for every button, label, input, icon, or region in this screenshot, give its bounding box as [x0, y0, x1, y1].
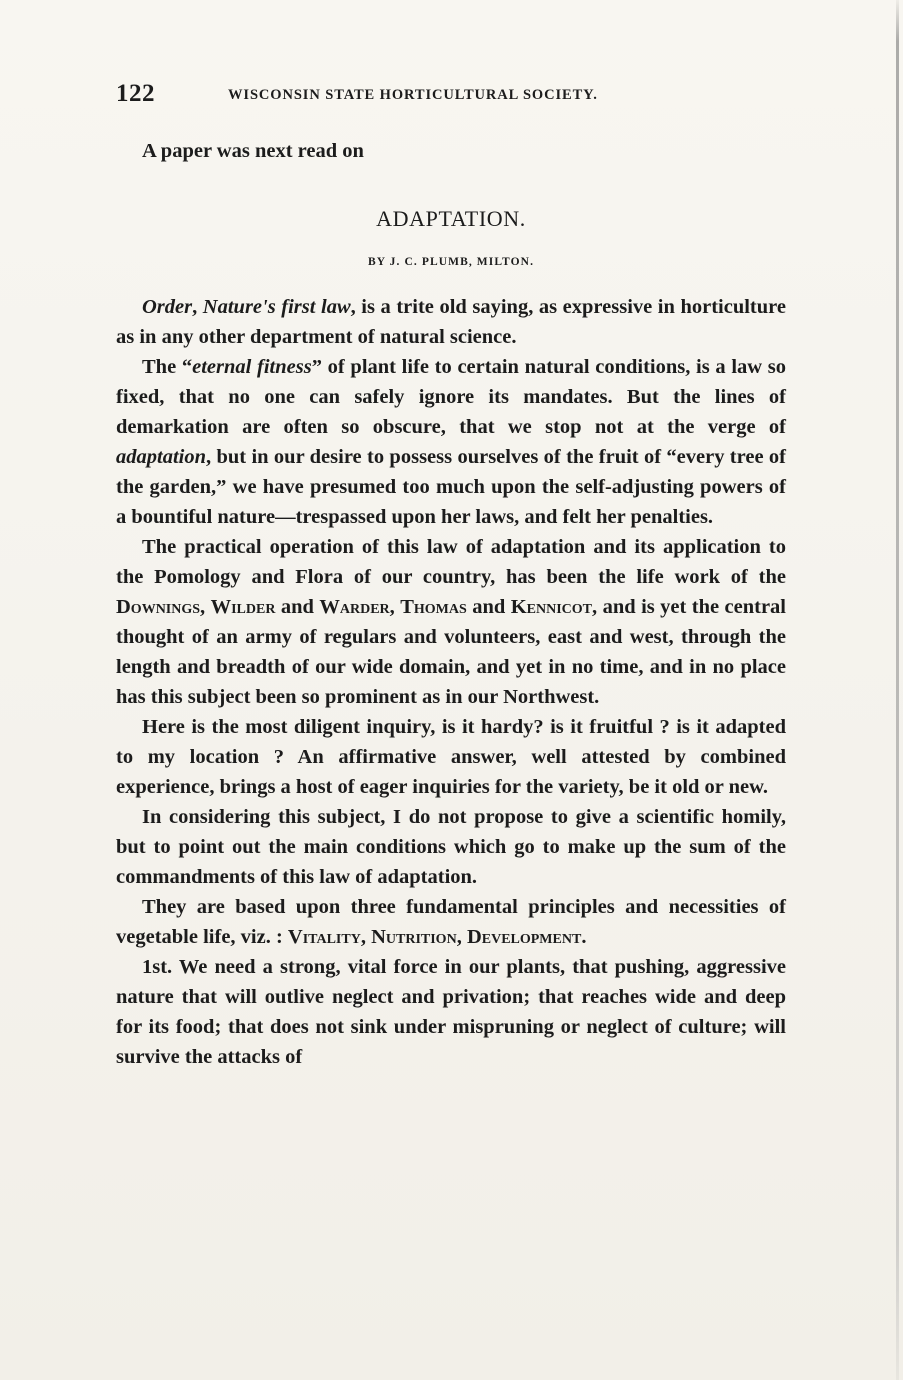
- term-nutrition: Nutrition: [371, 926, 457, 948]
- p1-text: , is a trite old saying, as expressive in horticulture as in any other department of natural science.: [116, 296, 786, 348]
- p2-italic-eternal-fitness: eternal fitness: [192, 356, 312, 378]
- p3-text-a: The practical operation of this law of adaptation and its application to the Pomology and Flora of our country, has been the life work of the: [116, 536, 786, 588]
- p2-italic-adaptation: adaptation: [116, 446, 206, 468]
- p6-text-e: ,: [456, 926, 467, 948]
- paragraph-7: 1st. We need a strong, vital force in our plants, that pushing, aggressive nature that will outlive neglect and privation; that reaches wide and deep for its food; that does not sink under mispruning or neglect of culture; will survive the attacks of: [116, 956, 786, 1068]
- paragraph-5: In considering this subject, I do not propose to give a scientific homily, but to point out the main conditions which go to make up the sum of the commandments of this law of adaptation.: [116, 806, 786, 888]
- p3-text-g: ,: [389, 596, 401, 618]
- running-head: [116, 80, 786, 116]
- p6-text-a: They are based upon three fundamental principles and necessities of vegetable life, viz. :: [116, 896, 786, 948]
- text-column: [116, 80, 786, 1072]
- term-vitality: Vitality: [287, 926, 361, 948]
- p3-text-c: ,: [200, 596, 211, 618]
- term-development: Development: [466, 926, 582, 948]
- paragraph-2: [116, 352, 786, 532]
- name-downings: Downings: [116, 596, 201, 618]
- name-thomas: Thomas: [400, 596, 467, 618]
- p2-text-e: , but in our desire to possess ourselves of the fruit of “every tree of the garden,” we have presumed too much upon the self-adjusting powers of a bountiful nature—trespassed upon her laws, and felt her penalties.: [116, 446, 786, 528]
- page-number: 122: [116, 80, 155, 107]
- name-wilder: Wilder: [210, 596, 276, 618]
- p3-text-i: and: [466, 596, 511, 618]
- intro-line: A paper was next read on: [142, 140, 364, 162]
- p6-text-g: .: [581, 926, 587, 948]
- article-body: [116, 292, 786, 1072]
- paragraph-1: [116, 292, 786, 352]
- name-kennicot: Kennicot: [510, 596, 593, 618]
- p3-text-k: , and is yet the central thought of an army of regulars and volunteers, east and west, through the length and breadth of our wide domain, and yet in no time, and in no place has this subject been so prominent as in our Northwest.: [116, 596, 787, 708]
- p1-comma: ,: [192, 296, 203, 318]
- article-byline: BY J. C. PLUMB, MILTON.: [367, 256, 535, 268]
- p2-text-a: The “: [142, 356, 193, 378]
- name-warder: Warder: [319, 596, 390, 618]
- p1-italic-natures-law: Nature's first law: [202, 296, 351, 318]
- p3-text-e: and: [275, 596, 320, 618]
- paragraph-4: Here is the most diligent inquiry, is it hardy? is it fruitful ? is it adapted to my location ? An affirmative answer, well attested by combined experience, brings a host of eager inquiries for the variety, be it old or new.: [116, 716, 786, 798]
- paragraph-6: [116, 892, 786, 952]
- p6-text-c: ,: [360, 926, 372, 948]
- running-title: WISCONSIN STATE HORTICULTURAL SOCIETY.: [228, 87, 598, 103]
- p2-text-c: ” of plant life to certain natural conditions, is a law so fixed, that no one can safely ignore its mandates. But the lines of demarkation are often so obscure, that we stop not at the verge of: [116, 356, 786, 438]
- p1-italic-order: Order: [142, 296, 193, 318]
- paragraph-3: [116, 532, 786, 712]
- article-title: ADAPTATION.: [376, 206, 526, 231]
- page-edge-shadow: [896, 0, 899, 1380]
